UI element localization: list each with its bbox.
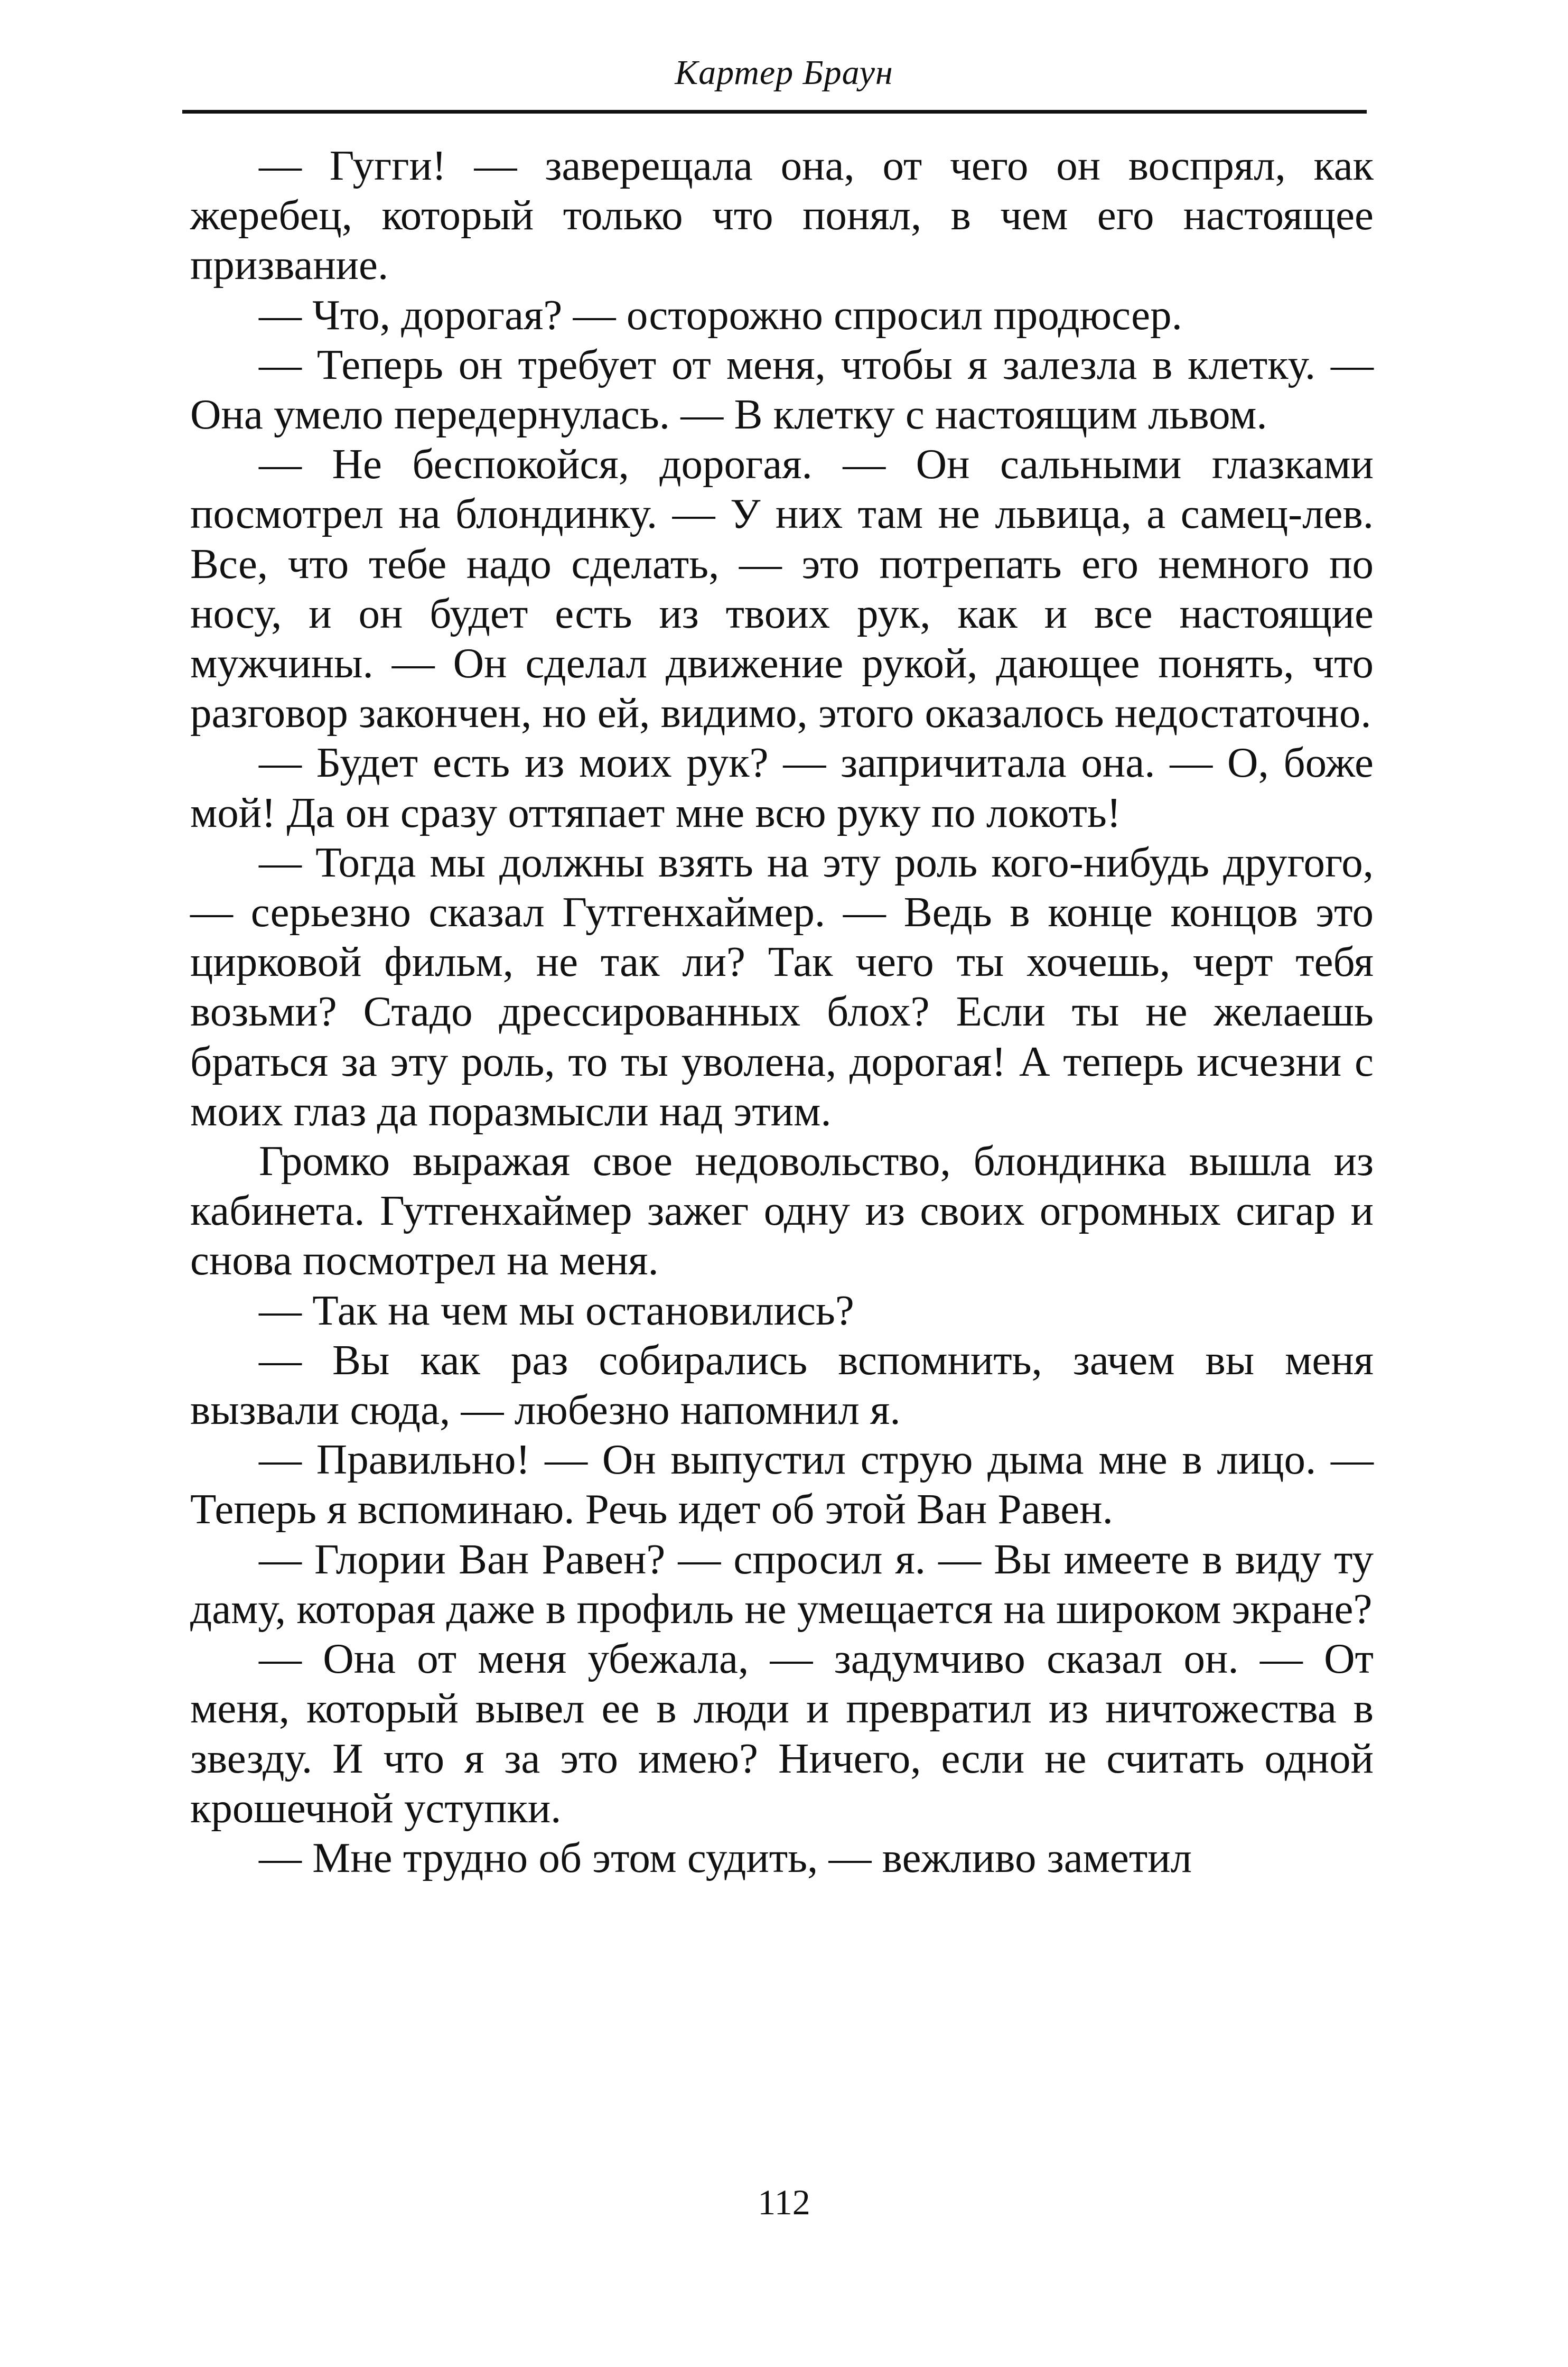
paragraph: — Гугги! — заверещала она, от чего он воспрял, как жеребец, который только что понял, в чем его настоящее призвание. (190, 142, 1374, 289)
paragraph: — Так на чем мы остановились? (259, 1286, 854, 1334)
paragraph: — Правильно! — Он выпустил струю дыма мне в лицо. — Теперь я вспоминаю. Речь идет об этой Ван Равен. (190, 1436, 1374, 1533)
paragraph: — Не беспокойся, дорогая. — Он сальными глазками посмотрел на блондинку. — У них там не львица, а самец-лев. Все, что тебе надо сделать, — это потрепать его немного по носу, и он будет есть из твоих рук, как и все настоящие мужчины. — Он сделал движение рукой, дающее понять, что разговор закончен, но ей, видимо, этого оказалось недостаточно. (190, 440, 1374, 737)
paragraph: — Теперь он требует от меня, чтобы я залезла в клетку. — Она умело передернулась. — В клетку с настоящим львом. (190, 340, 1374, 439)
running-title: Картер Браун (675, 53, 893, 92)
body-text (190, 141, 1374, 1883)
paragraph: — Она от меня убежала, — задумчиво сказал он. — От меня, который вывел ее в люди и превратил из ничтожества в звезду. И что я за это имею? Ничего, если не считать одной крошечной уступки. (190, 1635, 1374, 1832)
paragraph: Громко выражая свое недовольство, блондинка вышла из кабинета. Гутгенхаймер зажег одну из своих огромных сигар и снова посмотрел на меня. (190, 1137, 1374, 1284)
paragraph: — Что, дорогая? — осторожно спросил продюсер. (259, 291, 1182, 339)
paragraph: — Вы как раз собирались вспомнить, зачем вы меня вызвали сюда, — любезно напомнил я. (190, 1336, 1374, 1434)
paragraph: — Будет есть из моих рук? — запричитала она. — О, боже мой! Да он сразу оттяпает мне всю руку по локоть! (190, 739, 1374, 836)
paragraph: — Глории Ван Равен? — спросил я. — Вы имеете в виду ту даму, которая даже в профиль не умещается на широком экране? (190, 1535, 1374, 1633)
paragraph: — Мне трудно об этом судить, — вежливо заметил (259, 1833, 1192, 1881)
page-number: 112 (758, 2182, 810, 2222)
header-rule (182, 110, 1367, 114)
paragraph: — Тогда мы должны взять на эту роль кого-нибудь другого, — серьезно сказал Гутгенхаймер. — Ведь в конце концов это цирковой фильм, не так ли? Так чего ты хочешь, черт тебя возьми? Стадо дрессированных блох? Если ты не желаешь браться за эту роль, то ты уволена, дорогая! А теперь исчезни с моих глаз да поразмысли над этим. (190, 838, 1374, 1135)
